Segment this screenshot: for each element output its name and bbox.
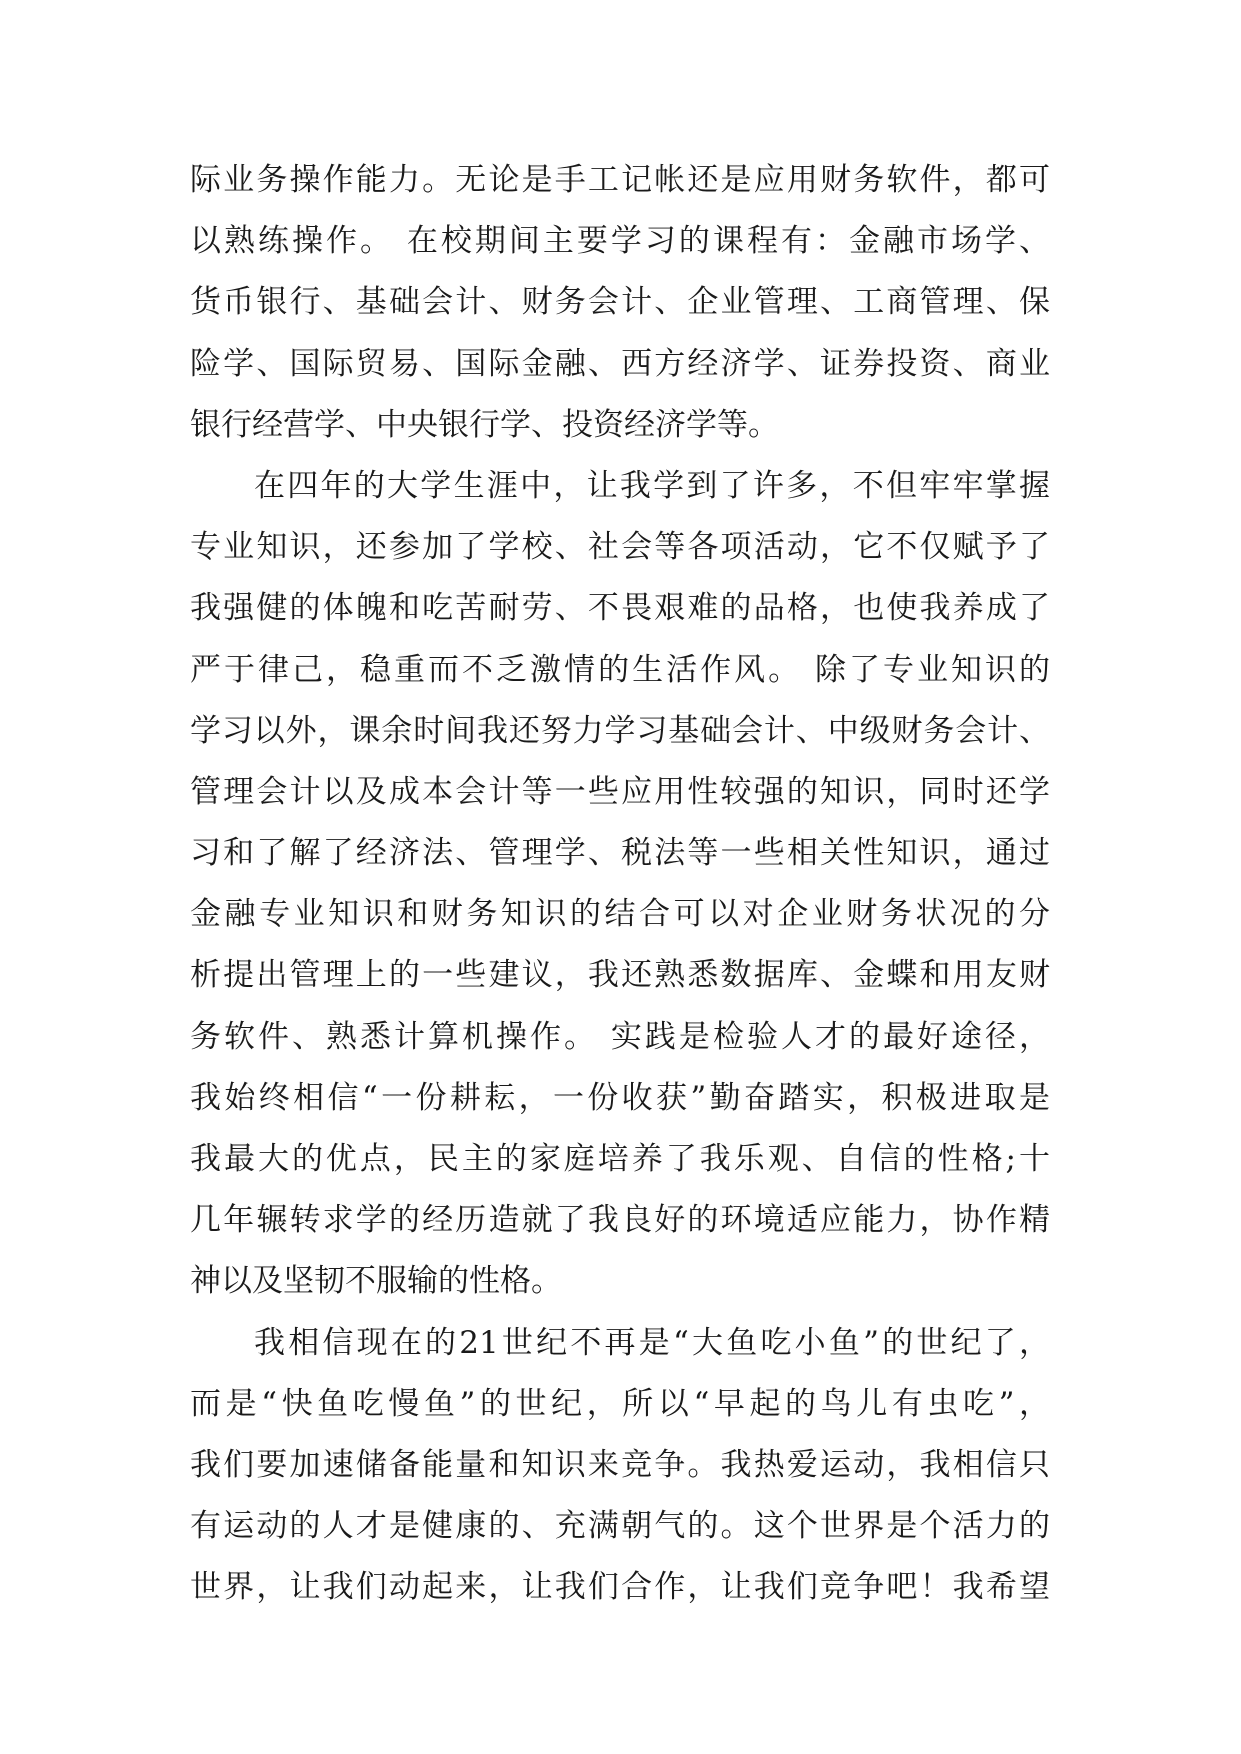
text-line: 务软件、熟悉计算机操作。 实践是检验人才的最好途径， [190,1018,1050,1055]
text-line: 习和了解了经济法、管理学、税法等一些相关性知识，通过 [190,835,1050,872]
text-line: 学习以外，课余时间我还努力学习基础会计、中级财务会计、 [190,712,1050,749]
text-line: 金融专业知识和财务知识的结合可以对企业财务状况的分 [190,896,1050,933]
text-line: 世界，让我们动起来，让我们合作，让我们竞争吧！我希望 [190,1569,1050,1606]
document-body [190,150,1050,1619]
text-line: 专业知识，还参加了学校、社会等各项活动，它不仅赋予了 [190,529,1050,566]
text-line: 神以及坚韧不服输的性格。 [190,1263,562,1300]
text-line: 险学、国际贸易、国际金融、西方经济学、证券投资、商业 [190,345,1050,382]
text-line: 际业务操作能力。无论是手工记帐还是应用财务软件，都可 [190,162,1050,198]
text-line: 在四年的大学生涯中，让我学到了许多，不但牢牢掌握 [254,467,1050,504]
text-line: 有运动的人才是健康的、充满朝气的。这个世界是个活力的 [190,1508,1050,1545]
text-line: 而是“快鱼吃慢鱼”的世纪，所以“早起的鸟儿有虫吃”， [190,1385,1050,1422]
text-line: 我最大的优点，民主的家庭培养了我乐观、自信的性格;十 [190,1141,1050,1177]
text-line: 银行经营学、中央银行学、投资经济学等。 [190,406,779,443]
text-line: 几年辗转求学的经历造就了我良好的环境适应能力，协作精 [190,1202,1050,1239]
text-line: 析提出管理上的一些建议，我还熟悉数据库、金蝶和用友财 [190,957,1050,994]
text-line: 货币银行、基础会计、财务会计、企业管理、工商管理、保 [190,284,1050,321]
text-line: 我相信现在的21世纪不再是“大鱼吃小鱼”的世纪了， [254,1324,1050,1361]
text-line: 我始终相信“一份耕耘，一份收获”勤奋踏实，积极进取是 [190,1079,1050,1116]
text-line: 严于律己，稳重而不乏激情的生活作风。 除了专业知识的 [190,651,1050,688]
text-line: 我强健的体魄和吃苦耐劳、不畏艰难的品格，也使我养成了 [190,590,1050,627]
text-line: 管理会计以及成本会计等一些应用性较强的知识，同时还学 [190,773,1050,810]
text-line: 以熟练操作。 在校期间主要学习的课程有：金融市场学、 [190,223,1050,260]
text-line: 我们要加速储备能量和知识来竞争。我热爱运动，我相信只 [190,1446,1050,1483]
